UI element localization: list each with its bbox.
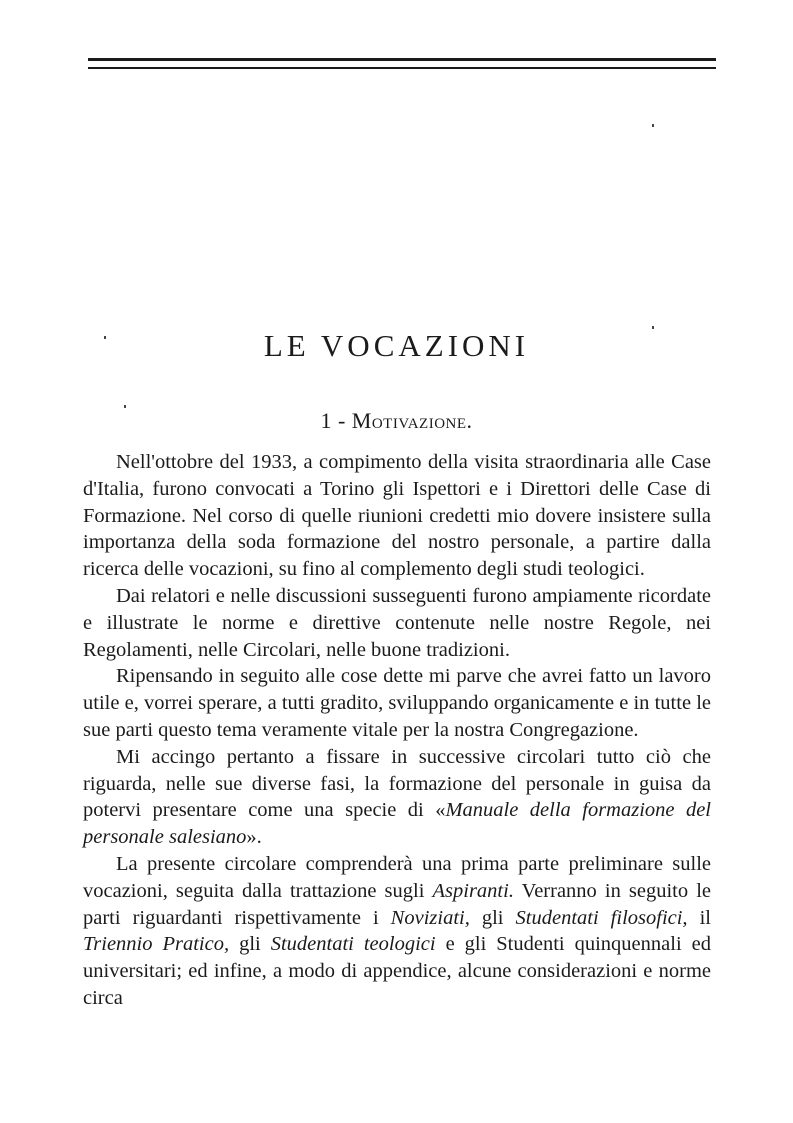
section-number: 1 - (320, 408, 346, 433)
text-run: Verranno in seguito le parti riguardanti rispettivamente i (83, 879, 711, 929)
text-run: ». (246, 826, 262, 849)
text-run: gli (229, 933, 271, 956)
page-title: LE VOCAZIONI (263, 328, 530, 363)
top-rule-thick (88, 58, 716, 61)
text-run: Dai relatori e nelle discussioni susseguenti furono ampiamente ricordate e illustrate le norme e direttive contenute nelle nostre Regole, nei Regolamenti, nelle Circolari, nelle buone tradizioni. (83, 584, 711, 661)
text-run: e gli Studenti quinquennali ed universitari; ed infine, a modo di appendice, alcune considerazioni e norme circa (83, 933, 711, 1009)
section-name: Motivazione. (351, 408, 473, 433)
text-run: Nell'ottobre del 1933, a compimento della visita straordinaria alle Case d'Italia, furono convocati a Torino gli Ispettori e i Direttori delle Case di Formazione. Nel corso di quelle riunioni credetti mio dovere insistere sulla importanza della soda formazione del nostro personale, a partire dalla ricerca delle vocazioni, su fino al complemento degli studi teologici. (83, 451, 711, 581)
paragraph (83, 663, 711, 743)
paragraph (83, 851, 711, 1012)
body-text (83, 449, 711, 1012)
text-run: Mi accingo pertanto a fissare in successive circolari tutto ciò che riguarda, nelle sue diverse fasi, la formazione del personale in guisa da potervi presentare come una specie di « (83, 745, 711, 822)
text-run: Ripensando in seguito alle cose dette mi parve che avrei fatto un lavoro utile e, vorrei sperare, a tutti gradito, sviluppando organicamente e in tutte le sue parti questo tema veramente vitale per la nostra Congregazione. (83, 665, 711, 741)
italic-text: Aspiranti. (432, 879, 514, 902)
italic-text: Noviziati, (390, 906, 470, 929)
text-run: il (687, 906, 711, 929)
paragraph (83, 583, 711, 663)
italic-text: Studentati teologici (270, 933, 436, 956)
paragraph (83, 744, 711, 851)
print-speck (652, 124, 654, 127)
italic-text: Studentati filosofici, (515, 906, 688, 929)
text-run: gli (469, 906, 516, 929)
italic-text: Triennio Pratico, (83, 933, 230, 956)
text-run: La presente circolare comprenderà una prima parte preliminare sulle vocazioni, seguita dalla trattazione sugli (83, 852, 711, 902)
paragraph (83, 449, 711, 583)
top-rule-thin (88, 67, 716, 69)
italic-text: Manuale della formazione del personale salesiano (83, 799, 712, 849)
section-heading (0, 408, 793, 434)
